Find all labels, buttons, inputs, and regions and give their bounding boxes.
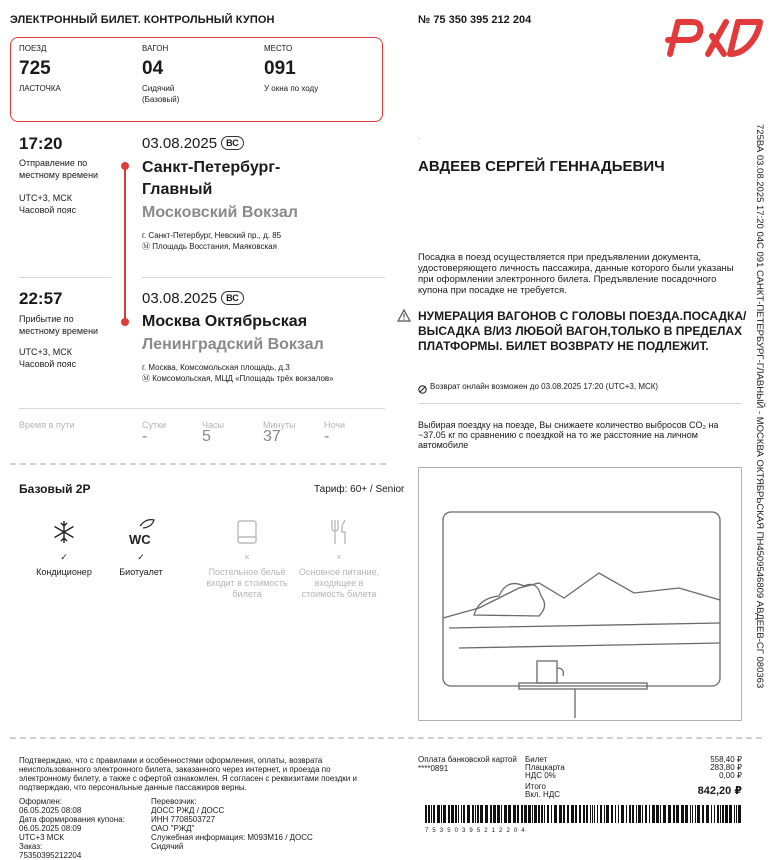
duration-label: Время в пути	[19, 420, 75, 430]
seat-label: МЕСТО	[264, 44, 293, 53]
refund-info: Возврат онлайн возможен до 03.08.2025 17:20 (UTC+3, МСК)	[430, 382, 659, 391]
minutes-value: 37	[263, 428, 281, 445]
departure-station: Санкт-Петербург- Главный	[142, 159, 281, 198]
amenity-toilet: WC ✓ Биотуалет	[96, 512, 186, 578]
arrival-metro: Ⓜ Комсомольская, МЦД «Площадь трёх вокзалов»	[142, 374, 334, 383]
arrival-vokzal: Ленинградский Вокзал	[142, 336, 324, 353]
departure-timezone: UTC+3, МСК Часовой пояс	[19, 193, 77, 215]
departure-vokzal: Московский Вокзал	[142, 204, 298, 221]
divider	[19, 408, 385, 409]
minutes-label: Минуты	[263, 420, 296, 430]
train-column	[19, 44, 61, 94]
seat-number: 091	[264, 58, 296, 79]
price-ticket: Билет 558,40 ₽	[525, 755, 742, 764]
car-number: 04	[142, 58, 164, 79]
carrier-info: Перевозчик: ДОСС РЖД / ДОСС ИНН 7708503727 ОАО "РЖД" Служебная информация: М093М16 / ДОСС Сидячий	[151, 797, 313, 851]
amenity-air-conditioner: ✓ Кондиционер	[19, 512, 109, 578]
arrival-weekday-badge: ВС	[221, 291, 244, 305]
departure-weekday-badge: ВС	[221, 136, 244, 150]
advertisement-image	[418, 467, 742, 721]
arrival-caption: Прибытие по местному времени	[19, 314, 99, 336]
arrival-timezone: UTC+3, МСК Часовой пояс	[19, 347, 77, 369]
passenger-name: АВДЕЕВ СЕРГЕЙ ГЕННАДЬЕВИЧ	[418, 158, 665, 175]
bedding-icon	[202, 512, 292, 552]
amenity-meal: × Основное питание, входящее в стоимость билета	[294, 512, 384, 600]
price-total-label: Итого	[525, 782, 546, 791]
ticket-title: ЭЛЕКТРОННЫЙ БИЛЕТ. КОНТРОЛЬНЫЙ КУПОН	[10, 14, 275, 26]
departure-date-row	[142, 135, 244, 153]
service-class: Базовый 2Р	[19, 482, 91, 496]
departure-address: г. Санкт-Петербург, Невский пр., д. 85	[142, 231, 282, 240]
departure-date: 03.08.2025	[142, 135, 218, 152]
boarding-info: Посадка в поезд осуществляется при предъявлении документа, удостоверяющего личность пассажира, данные которого были указаны при оформлении электронного билета. Предъявление посадочного купона при посадке не требуется.	[418, 252, 734, 296]
hours-label: Часы	[202, 420, 224, 430]
departure-dot	[121, 162, 129, 170]
consent-text: Подтверждаю, что с правилами и особенностями оформления, оплаты, возврата неиспользованного электронного билета, заказанного через интернет, и проезда по электронному билету, а также с офертой ознакомлен. Я согласен с реквизитами поездки и подтверждаю, что персональные данные пассажиров верны.	[19, 756, 357, 792]
departure-caption: Отправление по местному времени	[19, 158, 99, 180]
arrival-time: 22:57	[19, 289, 63, 308]
train-info-box	[10, 37, 383, 122]
tariff: Тариф: 60+ / Senior	[314, 484, 405, 495]
payment-info: Оплата банковской картой ****0891	[418, 755, 517, 773]
train-label: ПОЕЗД	[19, 44, 47, 53]
car-label: ВАГОН	[142, 44, 169, 53]
divider	[142, 277, 385, 278]
dashed-separator	[10, 463, 386, 465]
rzd-logo	[664, 16, 764, 58]
wc-icon	[96, 512, 186, 552]
price-platzkart: Плацкарта 283,80 ₽	[525, 763, 742, 772]
train-number: 725	[19, 58, 51, 79]
seat-position: У окна по ходу	[264, 84, 319, 93]
small-mark: ·	[418, 136, 420, 142]
departure-time: 17:20	[19, 134, 63, 153]
price-vat0: НДС 0% 0,00 ₽	[525, 771, 742, 780]
arrival-dot	[121, 318, 129, 326]
side-info-text: 725ВА 03.08.2025 17:20 04С 091 САНКТ-ПЕТЕРБУРГ-ГЛАВНЫЙ - МОСКВА ОКТЯБРЬСКАЯ ПН4509546809 АВДЕЕВ-СГ 080363	[754, 124, 765, 689]
arrival-address: г. Москва, Комсомольская площадь, д.3	[142, 363, 290, 372]
arrival-date-row	[142, 290, 244, 308]
route-line	[124, 166, 126, 322]
svg-text:WC: WC	[129, 532, 151, 547]
days-label: Сутки	[142, 420, 167, 430]
car-column	[142, 44, 179, 105]
ticket-number: № 75 350 395 212 204	[418, 14, 532, 26]
departure-metro: Ⓜ Площадь Восстания, Маяковская	[142, 242, 277, 251]
hours-value: 5	[202, 428, 211, 445]
divider	[19, 277, 111, 278]
nights-value: -	[324, 428, 330, 445]
refund-icon	[418, 381, 427, 399]
car-type: Сидячий	[142, 84, 175, 93]
barcode	[425, 805, 745, 834]
meal-icon	[294, 512, 384, 552]
dashed-separator	[10, 737, 762, 739]
issue-info: Оформлен: 06.05.2025 08:08 Дата формирования купона: 06.05.2025 08:09 UTC+3 МСК Заказ: 75350395212204	[19, 797, 125, 860]
price-total: Вкл. НДС 842,20 ₽	[525, 785, 742, 799]
warning-icon	[397, 309, 411, 327]
eco-info: Выбирая поездку на поезде, Вы снижаете количество выбросов CO₂ на ~37.05 кг по сравнению с поездкой на то же расстояние на личном автомобиле	[418, 420, 719, 450]
seat-column	[264, 44, 318, 94]
nights-label: Ночи	[324, 420, 346, 430]
days-value: -	[142, 428, 148, 445]
arrival-date: 03.08.2025	[142, 290, 218, 307]
car-class: (Базовый)	[142, 95, 180, 104]
train-name: ЛАСТОЧКА	[19, 84, 61, 93]
amenity-bedding: × Постельное бельё входит в стоимость билета	[202, 512, 292, 600]
warning-text: НУМЕРАЦИЯ ВАГОНОВ С ГОЛОВЫ ПОЕЗДА.ПОСАДКА/ВЫСАДКА В/ИЗ ЛЮБОЙ ВАГОН,ТОЛЬКО В ПРЕДЕЛАХ ПЛАТФОРМЫ. БИЛЕТ ВОЗВРАТУ НЕ ПОДЛЕЖИТ.	[418, 309, 747, 353]
barcode-digits: 7 5 3 5 0 3 9 5 2 1 2 2 0 4	[425, 828, 526, 834]
arrival-station: Москва Октябрьская	[142, 313, 308, 330]
divider	[418, 403, 742, 404]
